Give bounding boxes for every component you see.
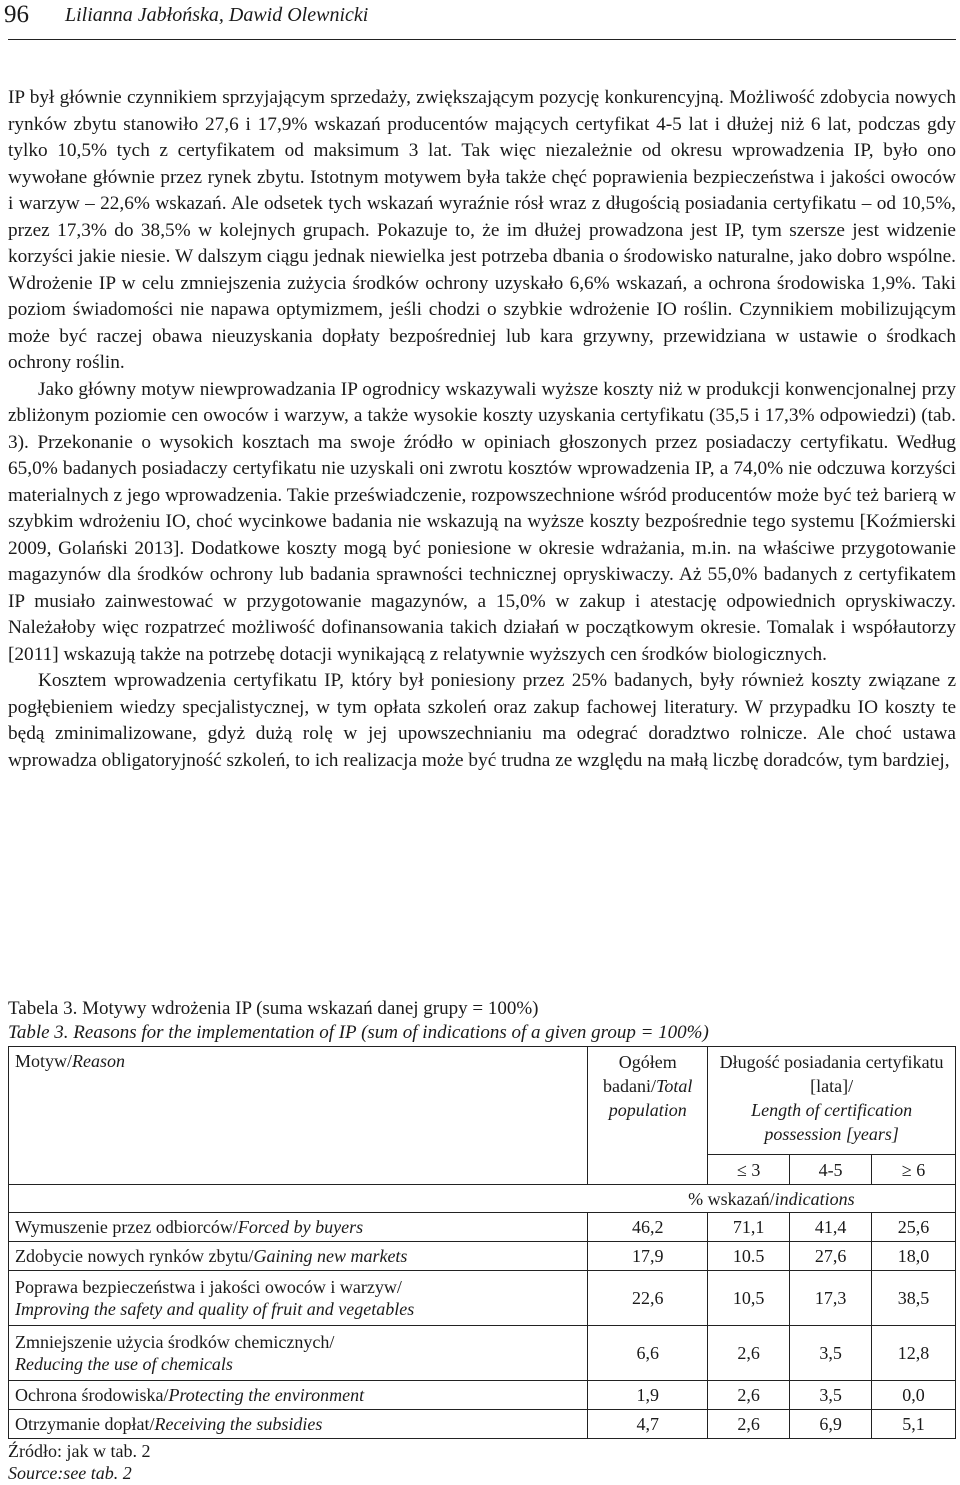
cell-total: 22,6	[588, 1271, 708, 1326]
paragraph-1: IP był głównie czynnikiem sprzyjającym sprzedaży, zwiększającym pozycję konkurencyjną. Możliwość zdobycia nowych rynków zbytu stanowiło 27,6 i 17,9% wskazań producentów mających certyfikat 4-5 lat i dłużej niż 6 lat, podczas gdy tylko 10,5% tych z certyfikatem od maksimum 3 lat. Tak więc niezależnie od okresu wprowadzenia IP, było ono wywołane głównie przez rynek zbytu. Istotnym motywem była także chęć poprawienia bezpieczeństwa i jakości owoców i warzyw – 22,6% wskazań. Ale odsetek tych wskazań wyraźnie rósł wraz z długością posiadania certyfikatu – od 10,5%, przez 17,3% do 38,5% w kolejnych grupach. Pokazuje to, że im dłużej prowadzona jest IP, tym szersze jest widzenie korzyści jakie niesie. W dalszym ciągu jednak niewielka jest potrzeba dbania o środowisko naturalne, jako dobro wspólne. Wdrożenie IP w celu zmniejszenia zużycia środków ochrony uzyskało 6,6% wskazań, a ochrona środowiska 1,9%. Taki poziom świadomości nie napawa optymizmem, jeśli chodzi o szybkie wdrożenie IO roślin. Czynnikiem mobilizującym może być raczej obawa nieuzyskania dopłaty bezpośredniej lub kara grzywny, przewidziana w ustawie o środkach ochrony roślin.	[8, 87, 956, 373]
cell-group-3: 5,1	[872, 1410, 956, 1439]
cell-total: 46,2	[588, 1213, 708, 1242]
cell-group-3: 18,0	[872, 1242, 956, 1271]
paragraph-3: Kosztem wprowadzenia certyfikatu IP, który był poniesiony przez 25% badanych, były również koszty związane z pogłębieniem wiedzy specjalistycznej, w tym opłata szkoleń oraz zakup fachowej literatury. W przypadku IO koszty te będą zminimalizowane, gdyż dużą rolę w jej upowszechnianiu ma odegrać doradztwo rolnicze. Ale choć ustawa wprowadza obligatoryjność szkoleń, to ich realizacja może być trudna ze względu na małą liczbę doradców, tym bardziej,	[8, 670, 956, 771]
cell-group-2: 17,3	[790, 1271, 872, 1326]
cell-group-1: 71,1	[708, 1213, 790, 1242]
header-group-3: ≥ 6	[872, 1155, 956, 1185]
table-caption-en: Table 3. Reasons for the implementation of IP (sum of indications of a given group = 100%)	[8, 1022, 709, 1043]
cell-group-3: 0,0	[872, 1381, 956, 1410]
row-label: Otrzymanie dopłat/Receiving the subsidies	[9, 1410, 588, 1439]
cell-group-2: 27,6	[790, 1242, 872, 1271]
cell-group-1: 2,6	[708, 1381, 790, 1410]
header-reason: Motyw/Reason	[9, 1047, 588, 1185]
table-row	[9, 1271, 956, 1326]
cell-group-1: 2,6	[708, 1326, 790, 1381]
table-row	[9, 1326, 956, 1381]
data-table	[8, 1046, 956, 1439]
page-number: 96	[4, 1, 29, 28]
header-unit: % wskazań/indications	[588, 1185, 956, 1213]
cell-group-2: 3,5	[790, 1326, 872, 1381]
table-header-row	[9, 1047, 956, 1155]
header-certificate-length: Długość posiadania certyfikatu [lata]/ Length of certification possession [years]	[708, 1047, 956, 1155]
cell-total: 6,6	[588, 1326, 708, 1381]
cell-total: 17,9	[588, 1242, 708, 1271]
cell-group-3: 25,6	[872, 1213, 956, 1242]
unit-spacer	[9, 1185, 588, 1213]
cell-group-2: 6,9	[790, 1410, 872, 1439]
table-caption-pl: Tabela 3. Motywy wdrożenia IP (suma wskazań danej grupy = 100%)	[8, 998, 539, 1019]
header-group-1: ≤ 3	[708, 1155, 790, 1185]
table-source	[8, 1440, 150, 1484]
cell-group-3: 12,8	[872, 1326, 956, 1381]
table-row	[9, 1381, 956, 1410]
row-label: Poprawa bezpieczeństwa i jakości owoców i warzyw/ Improving the safety and quality of fruit and vegetables	[9, 1271, 588, 1326]
row-label: Ochrona środowiska/Protecting the environment	[9, 1381, 588, 1410]
header-total: Ogółem badani/Total population	[588, 1047, 708, 1185]
running-head	[0, 0, 960, 30]
row-label: Zdobycie nowych rynków zbytu/Gaining new markets	[9, 1242, 588, 1271]
paragraph-2: Jako główny motyw niewprowadzania IP ogrodnicy wskazywali wyższe koszty niż w produkcji konwencjonalnej przy zbliżonym poziomie cen owoców i warzyw, a także wysokie koszty uzyskania certyfikatu (35,5 i 17,3% odpowiedzi) (tab. 3). Przekonanie o wysokich kosztach ma swoje źródło w opiniach głoszonych przez posiadaczy certyfikatu. Według 65,0% badanych posiadaczy certyfikatu nie uzyskali oni zwrotu kosztów wprowadzenia IP, a 74,0% nie odczuwa korzyści materialnych z jego wprowadzenia. Takie przeświadczenie, rozpowszechnione wśród producentów może być też barierą w szybkim wdrożeniu IO, choć wycinkowe badania nie wskazują na wyższe koszty bezpośrednie tego systemu [Koźmierski 2009, Golański 2013]. Dodatkowe koszty mogą być poniesione w okresie wdrażania, m.in. na właściwe przygotowanie magazynów dla środków ochrony lub badania sprawności technicznej opryskiwaczy. Aż 55,0% badanych z certyfikatem IP musiało zainwestować w przygotowanie magazynów, a 15,0% w zakup i atestację odpowiednich opryskiwaczy. Należałoby więc rozpatrzeć możliwość dofinansowania takich działań w początkowym okresie. Tomalak i współautorzy [2011] wskazują także na potrzebę dotacji wynikającą z relatywnie wyższych cen środków biologicznych.	[8, 378, 956, 665]
table-caption	[8, 997, 956, 1045]
table-unit-row	[9, 1185, 956, 1213]
cell-group-1: 10,5	[708, 1271, 790, 1326]
cell-total: 4,7	[588, 1410, 708, 1439]
cell-total: 1,9	[588, 1381, 708, 1410]
header-group-2: 4-5	[790, 1155, 872, 1185]
cell-group-2: 41,4	[790, 1213, 872, 1242]
row-label: Wymuszenie przez odbiorców/Forced by buyers	[9, 1213, 588, 1242]
table-row	[9, 1242, 956, 1271]
cell-group-2: 3,5	[790, 1381, 872, 1410]
cell-group-3: 38,5	[872, 1271, 956, 1326]
header-rule	[8, 39, 956, 40]
cell-group-1: 2,6	[708, 1410, 790, 1439]
source-pl: Źródło: jak w tab. 2	[8, 1441, 151, 1461]
cell-group-1: 10.5	[708, 1242, 790, 1271]
source-en: Source:see tab. 2	[8, 1463, 132, 1483]
table-row	[9, 1410, 956, 1439]
table-row	[9, 1213, 956, 1242]
row-label: Zmniejszenie użycia środków chemicznych/ Reducing the use of chemicals	[9, 1326, 588, 1381]
running-head-authors: Lilianna Jabłońska, Dawid Olewnicki	[65, 4, 369, 26]
body-text	[8, 85, 956, 774]
